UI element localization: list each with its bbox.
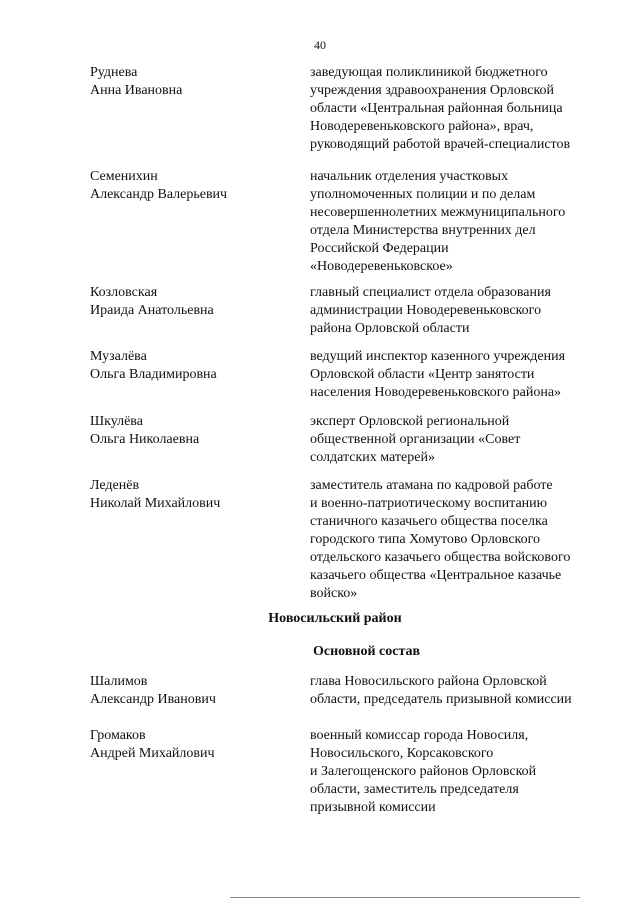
member-name	[90, 413, 290, 449]
member-name-line: Андрей Михайлович	[90, 746, 215, 761]
member-role-line: станичного казачьего общества поселка	[310, 514, 548, 529]
member-name	[90, 64, 290, 100]
member-role-line: и Залегощенского районов Орловской	[310, 764, 537, 779]
member-role-line: администрации Новодеревеньковского	[310, 303, 542, 318]
member-name-line: Громаков	[90, 728, 146, 743]
member-role	[310, 64, 610, 154]
page-number: 40	[314, 38, 326, 52]
member-role-line: уполномоченных полиции и по делам	[310, 187, 536, 202]
member-role-line: населения Новодеревеньковского района»	[310, 385, 562, 400]
member-role	[310, 348, 610, 402]
member-role-line: глава Новосильского района Орловской	[310, 674, 547, 689]
member-role-line: области «Центральная районная больница	[310, 101, 563, 116]
district-heading: Новосильский район	[268, 611, 402, 626]
member-role-line: общественной организации «Совет	[310, 432, 521, 447]
member-name	[90, 477, 290, 513]
member-name-line: Руднева	[90, 65, 138, 80]
member-role-line: ведущий инспектор казенного учреждения	[310, 349, 566, 364]
member-name-line: Александр Валерьевич	[90, 187, 228, 202]
member-role-line: области, заместитель председателя	[310, 782, 519, 797]
member-role-line: призывной комиссии	[310, 800, 436, 815]
member-role-line: «Новодеревеньковское»	[310, 259, 453, 274]
scan-bottom-line	[230, 897, 580, 898]
member-role-line: военный комиссар города Новосиля,	[310, 728, 529, 743]
member-name-line: Ираида Анатольевна	[90, 303, 214, 318]
member-name-line: Ольга Владимировна	[90, 367, 217, 382]
member-name-line: Ольга Николаевна	[90, 432, 200, 447]
member-role-line: городского типа Хомутово Орловского	[310, 532, 541, 547]
member-role-line: отдела Министерства внутренних дел	[310, 223, 536, 238]
composition-heading: Основной состав	[313, 644, 421, 659]
member-role-line: заместитель атамана по кадровой работе	[310, 478, 553, 493]
member-role	[310, 673, 610, 709]
member-role	[310, 284, 610, 338]
member-role-line: учреждения здравоохранения Орловской	[310, 83, 555, 98]
member-role-line: эксперт Орловской региональной	[310, 414, 510, 429]
member-role-line: Новодеревеньковского района», врач,	[310, 119, 534, 134]
member-role-line: Орловской области «Центр занятости	[310, 367, 535, 382]
member-role	[310, 727, 610, 817]
member-name-line: Николай Михайлович	[90, 496, 221, 511]
member-name-line: Козловская	[90, 285, 158, 300]
member-role-line: Российской Федерации	[310, 241, 449, 256]
member-name	[90, 673, 290, 709]
member-role-line: Новосильского, Корсаковского	[310, 746, 494, 761]
member-name-line: Шалимов	[90, 674, 148, 689]
member-name	[90, 284, 290, 320]
member-role-line: войско»	[310, 586, 358, 601]
member-role	[310, 477, 610, 603]
member-name	[90, 168, 290, 204]
member-name-line: Семенихин	[90, 169, 158, 184]
member-name-line: Александр Иванович	[90, 692, 216, 707]
member-role-line: несовершеннолетних межмуниципального	[310, 205, 566, 220]
member-role-line: казачьего общества «Центральное казачье	[310, 568, 562, 583]
member-name-line: Шкулёва	[90, 414, 143, 429]
member-role-line: района Орловской области	[310, 321, 470, 336]
member-role-line: заведующая поликлиникой бюджетного	[310, 65, 548, 80]
member-role-line: отдельского казачьего общества войскового	[310, 550, 571, 565]
member-name-line: Музалёва	[90, 349, 147, 364]
member-name-line: Анна Ивановна	[90, 83, 183, 98]
member-role-line: руководящий работой врачей-специалистов	[310, 137, 571, 152]
member-role	[310, 413, 610, 467]
member-name	[90, 727, 290, 763]
member-role-line: солдатских матерей»	[310, 450, 435, 465]
member-role-line: главный специалист отдела образования	[310, 285, 551, 300]
member-role-line: начальник отделения участковых	[310, 169, 509, 184]
member-name	[90, 348, 290, 384]
member-role-line: и военно-патриотическому воспитанию	[310, 496, 548, 511]
member-role-line: области, председатель призывной комиссии	[310, 692, 572, 707]
member-role	[310, 168, 610, 276]
member-name-line: Леденёв	[90, 478, 140, 493]
